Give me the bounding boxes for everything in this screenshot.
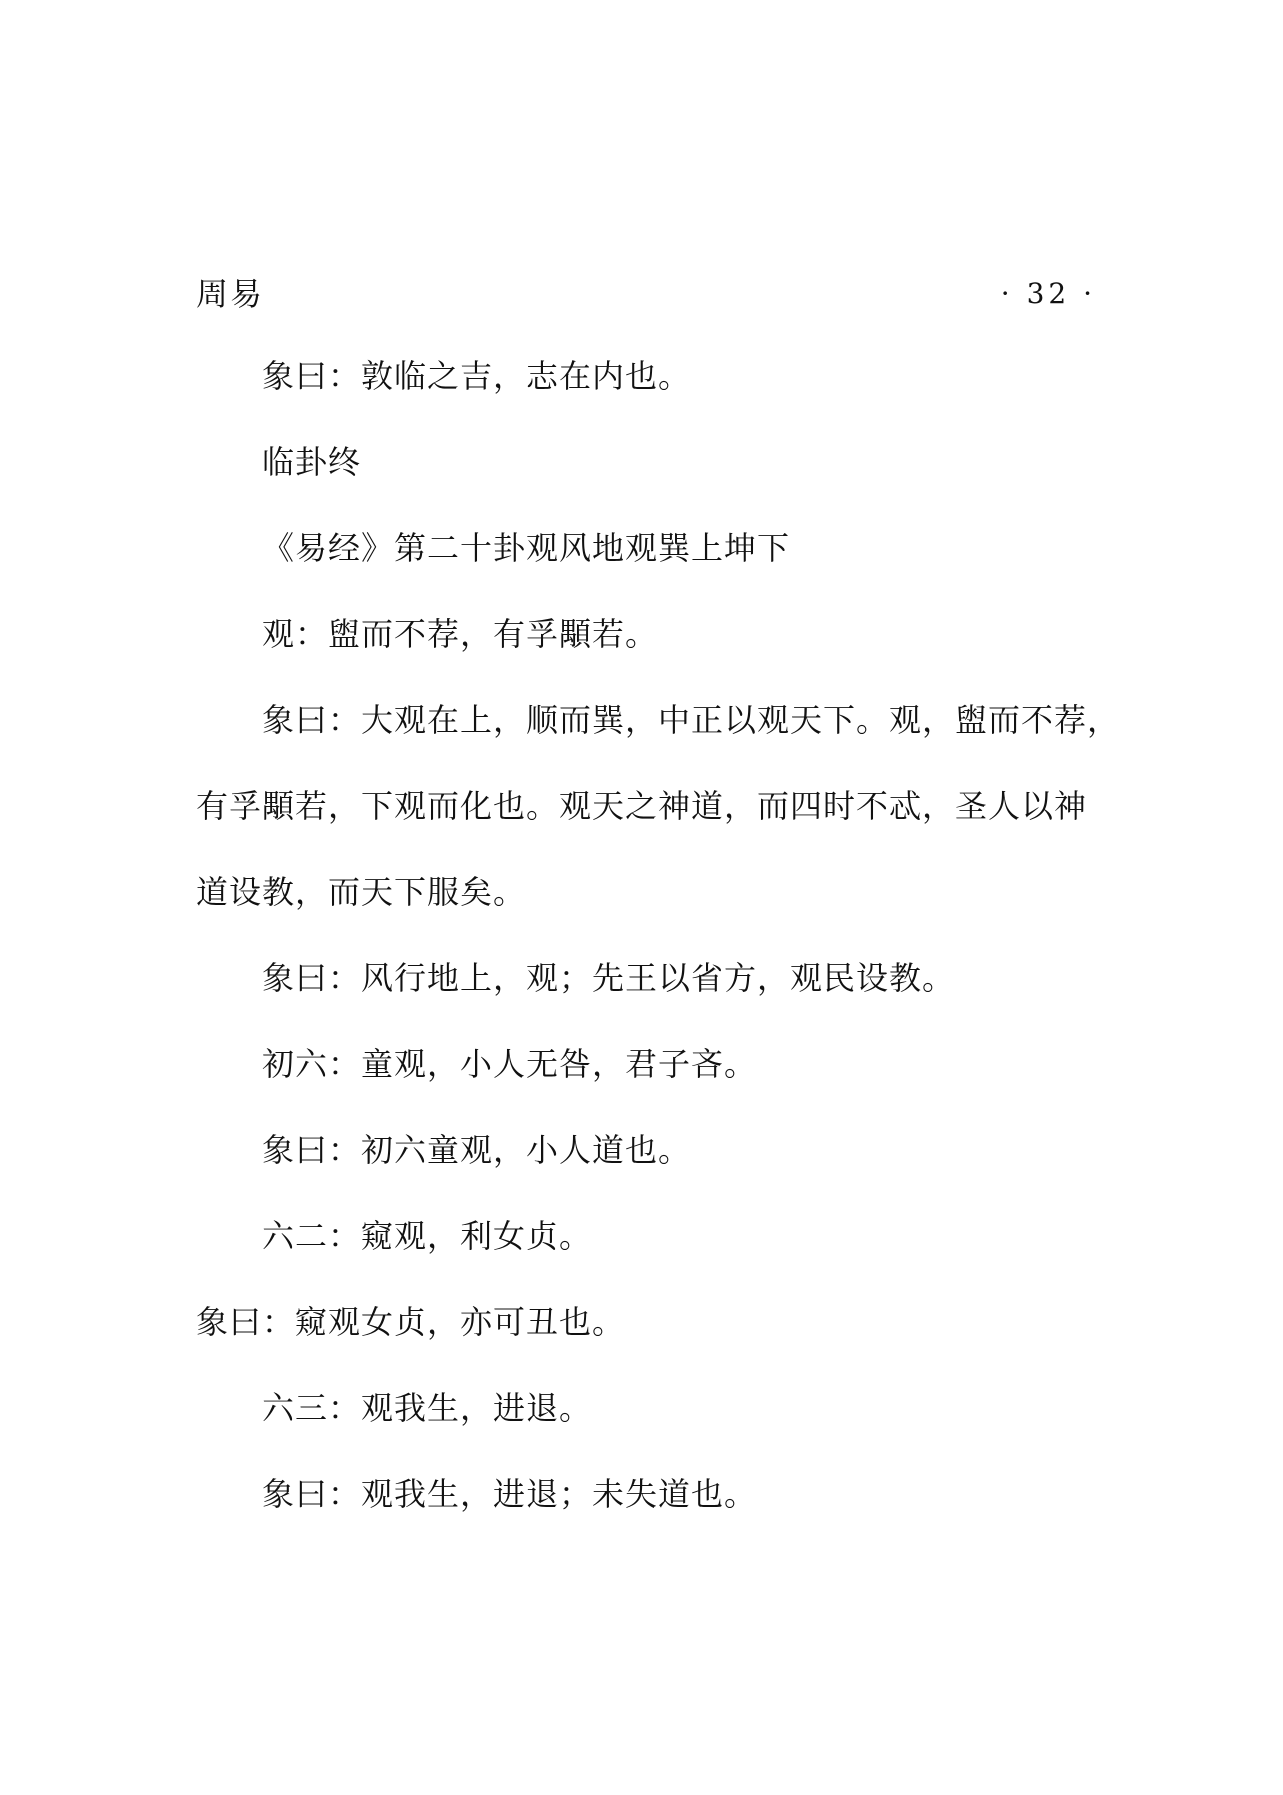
- text-line: 道设教，而天下服矣。: [196, 873, 527, 911]
- text-line: 象曰：初六童观，小人道也。: [262, 1131, 692, 1169]
- text-line: 初六：童观，小人无咎，君子吝。: [262, 1045, 758, 1083]
- book-title: 周易: [196, 275, 265, 313]
- text-line: 象曰：窥观女贞，亦可丑也。: [196, 1303, 626, 1341]
- text-line: 临卦终: [262, 443, 362, 481]
- text-line: 象曰：大观在上，顺而巽，中正以观天下。观，盥而不荐，: [262, 701, 1121, 739]
- text-line: 观：盥而不荐，有孚顒若。: [262, 615, 659, 653]
- text-line: 象曰：风行地上，观；先王以省方，观民设教。: [262, 959, 956, 997]
- page-number: · 32 ·: [1000, 277, 1096, 310]
- page-body: [196, 352, 1121, 1556]
- page-header: [196, 270, 1096, 318]
- text-line: 象曰：观我生，进退；未失道也。: [262, 1475, 758, 1513]
- text-line: 象曰：敦临之吉，志在内也。: [262, 357, 692, 395]
- text-line: 六三：观我生，进退。: [262, 1389, 593, 1427]
- text-line: 《易经》第二十卦观风地观巽上坤下: [262, 529, 791, 567]
- text-line: 六二：窥观，利女贞。: [262, 1217, 593, 1255]
- text-line: 有孚顒若，下观而化也。观天之神道，而四时不忒，圣人以神: [196, 787, 1088, 825]
